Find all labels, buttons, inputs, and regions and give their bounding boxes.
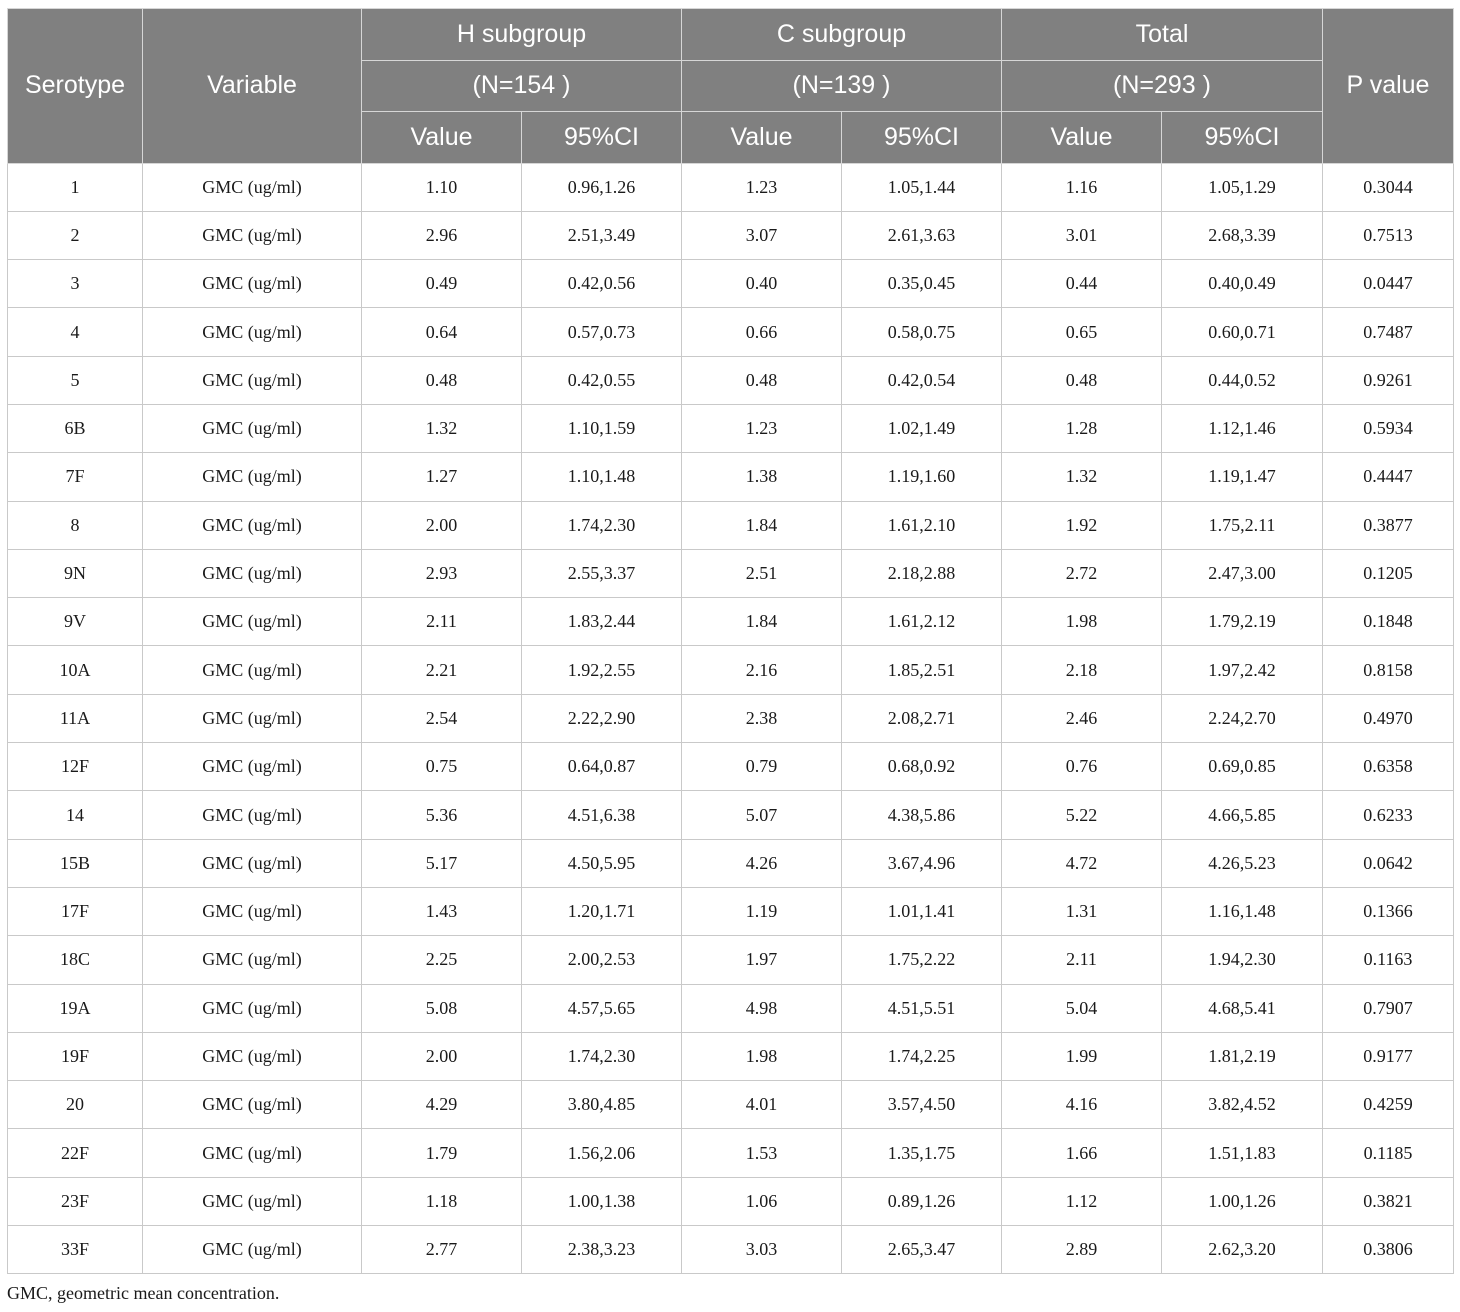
header-h-ci: 95%CI <box>522 112 682 164</box>
serotype-cell: 33F <box>8 1226 143 1274</box>
serotype-cell: 5 <box>8 356 143 404</box>
serotype-cell: 6B <box>8 404 143 452</box>
c-ci-cell: 1.19,1.60 <box>842 453 1002 501</box>
table-footnote: GMC, geometric mean concentration. <box>7 1283 280 1303</box>
table-row <box>8 936 1454 984</box>
c-value-cell: 2.51 <box>682 549 842 597</box>
total-value-cell: 2.89 <box>1002 1226 1162 1274</box>
table-row <box>8 211 1454 259</box>
h-value-cell: 4.29 <box>362 1081 522 1129</box>
total-ci-cell: 1.81,2.19 <box>1162 1032 1323 1080</box>
total-ci-cell: 2.62,3.20 <box>1162 1226 1323 1274</box>
c-value-cell: 1.23 <box>682 404 842 452</box>
p-value-cell: 0.1163 <box>1323 936 1454 984</box>
serotype-cell: 22F <box>8 1129 143 1177</box>
total-value-cell: 1.98 <box>1002 598 1162 646</box>
variable-cell: GMC (ug/ml) <box>143 1081 362 1129</box>
total-value-cell: 0.44 <box>1002 260 1162 308</box>
variable-cell: GMC (ug/ml) <box>143 549 362 597</box>
serotype-cell: 3 <box>8 260 143 308</box>
c-ci-cell: 1.61,2.10 <box>842 501 1002 549</box>
c-ci-cell: 0.58,0.75 <box>842 308 1002 356</box>
c-ci-cell: 1.85,2.51 <box>842 646 1002 694</box>
serotype-cell: 19A <box>8 984 143 1032</box>
c-ci-cell: 2.08,2.71 <box>842 694 1002 742</box>
total-ci-cell: 4.26,5.23 <box>1162 839 1323 887</box>
serotype-cell: 10A <box>8 646 143 694</box>
serotype-cell: 4 <box>8 308 143 356</box>
c-value-cell: 0.79 <box>682 743 842 791</box>
p-value-cell: 0.4447 <box>1323 453 1454 501</box>
serotype-cell: 17F <box>8 887 143 935</box>
variable-cell: GMC (ug/ml) <box>143 404 362 452</box>
table-body <box>8 163 1454 1274</box>
h-ci-cell: 1.74,2.30 <box>522 1032 682 1080</box>
table-row <box>8 598 1454 646</box>
h-ci-cell: 1.20,1.71 <box>522 887 682 935</box>
h-ci-cell: 0.42,0.55 <box>522 356 682 404</box>
header-c-subgroup-n: (N=139 ) <box>682 60 1002 112</box>
table-row <box>8 163 1454 211</box>
c-ci-cell: 0.68,0.92 <box>842 743 1002 791</box>
total-ci-cell: 1.12,1.46 <box>1162 404 1323 452</box>
c-ci-cell: 1.01,1.41 <box>842 887 1002 935</box>
p-value-cell: 0.9261 <box>1323 356 1454 404</box>
table-row <box>8 404 1454 452</box>
h-value-cell: 2.77 <box>362 1226 522 1274</box>
variable-cell: GMC (ug/ml) <box>143 260 362 308</box>
total-value-cell: 1.92 <box>1002 501 1162 549</box>
table-row <box>8 839 1454 887</box>
header-h-subgroup: H subgroup <box>362 9 682 61</box>
c-ci-cell: 2.61,3.63 <box>842 211 1002 259</box>
h-ci-cell: 0.42,0.56 <box>522 260 682 308</box>
header-h-subgroup-n: (N=154 ) <box>362 60 682 112</box>
variable-cell: GMC (ug/ml) <box>143 743 362 791</box>
table-row <box>8 1226 1454 1274</box>
table-row <box>8 694 1454 742</box>
h-ci-cell: 0.64,0.87 <box>522 743 682 791</box>
total-ci-cell: 4.68,5.41 <box>1162 984 1323 1032</box>
p-value-cell: 0.9177 <box>1323 1032 1454 1080</box>
p-value-cell: 0.4970 <box>1323 694 1454 742</box>
header-p-value: P value <box>1323 9 1454 164</box>
c-value-cell: 2.16 <box>682 646 842 694</box>
h-value-cell: 1.79 <box>362 1129 522 1177</box>
c-ci-cell: 0.35,0.45 <box>842 260 1002 308</box>
variable-cell: GMC (ug/ml) <box>143 887 362 935</box>
h-value-cell: 2.54 <box>362 694 522 742</box>
h-ci-cell: 1.83,2.44 <box>522 598 682 646</box>
c-ci-cell: 1.61,2.12 <box>842 598 1002 646</box>
c-ci-cell: 0.89,1.26 <box>842 1177 1002 1225</box>
total-value-cell: 1.31 <box>1002 887 1162 935</box>
h-value-cell: 1.18 <box>362 1177 522 1225</box>
h-ci-cell: 3.80,4.85 <box>522 1081 682 1129</box>
total-ci-cell: 1.94,2.30 <box>1162 936 1323 984</box>
table-row <box>8 646 1454 694</box>
h-ci-cell: 2.38,3.23 <box>522 1226 682 1274</box>
c-value-cell: 1.97 <box>682 936 842 984</box>
variable-cell: GMC (ug/ml) <box>143 356 362 404</box>
p-value-cell: 0.3821 <box>1323 1177 1454 1225</box>
serotype-cell: 11A <box>8 694 143 742</box>
h-value-cell: 0.64 <box>362 308 522 356</box>
variable-cell: GMC (ug/ml) <box>143 839 362 887</box>
c-value-cell: 1.38 <box>682 453 842 501</box>
c-ci-cell: 3.67,4.96 <box>842 839 1002 887</box>
variable-cell: GMC (ug/ml) <box>143 984 362 1032</box>
c-ci-cell: 1.02,1.49 <box>842 404 1002 452</box>
c-value-cell: 1.98 <box>682 1032 842 1080</box>
p-value-cell: 0.1848 <box>1323 598 1454 646</box>
total-value-cell: 2.72 <box>1002 549 1162 597</box>
total-value-cell: 2.11 <box>1002 936 1162 984</box>
c-value-cell: 1.06 <box>682 1177 842 1225</box>
table-row <box>8 1129 1454 1177</box>
c-value-cell: 3.03 <box>682 1226 842 1274</box>
p-value-cell: 0.7907 <box>1323 984 1454 1032</box>
header-total-ci: 95%CI <box>1162 112 1323 164</box>
h-ci-cell: 2.51,3.49 <box>522 211 682 259</box>
total-ci-cell: 0.40,0.49 <box>1162 260 1323 308</box>
c-value-cell: 1.23 <box>682 163 842 211</box>
table-row <box>8 453 1454 501</box>
total-ci-cell: 2.47,3.00 <box>1162 549 1323 597</box>
h-value-cell: 1.32 <box>362 404 522 452</box>
results-table-container <box>7 8 1453 1274</box>
h-value-cell: 2.11 <box>362 598 522 646</box>
h-value-cell: 2.93 <box>362 549 522 597</box>
h-value-cell: 0.48 <box>362 356 522 404</box>
table-header <box>8 9 1454 164</box>
c-ci-cell: 1.74,2.25 <box>842 1032 1002 1080</box>
total-value-cell: 2.18 <box>1002 646 1162 694</box>
p-value-cell: 0.1366 <box>1323 887 1454 935</box>
h-value-cell: 1.10 <box>362 163 522 211</box>
h-value-cell: 1.27 <box>362 453 522 501</box>
serotype-cell: 12F <box>8 743 143 791</box>
variable-cell: GMC (ug/ml) <box>143 646 362 694</box>
total-ci-cell: 1.97,2.42 <box>1162 646 1323 694</box>
variable-cell: GMC (ug/ml) <box>143 598 362 646</box>
h-value-cell: 0.49 <box>362 260 522 308</box>
c-value-cell: 4.98 <box>682 984 842 1032</box>
total-ci-cell: 1.16,1.48 <box>1162 887 1323 935</box>
h-ci-cell: 1.74,2.30 <box>522 501 682 549</box>
table-row <box>8 1081 1454 1129</box>
table-row <box>8 887 1454 935</box>
table-row <box>8 791 1454 839</box>
c-value-cell: 1.53 <box>682 1129 842 1177</box>
total-ci-cell: 1.75,2.11 <box>1162 501 1323 549</box>
h-value-cell: 5.17 <box>362 839 522 887</box>
total-value-cell: 2.46 <box>1002 694 1162 742</box>
c-ci-cell: 4.51,5.51 <box>842 984 1002 1032</box>
variable-cell: GMC (ug/ml) <box>143 1129 362 1177</box>
total-ci-cell: 0.60,0.71 <box>1162 308 1323 356</box>
h-ci-cell: 0.96,1.26 <box>522 163 682 211</box>
total-value-cell: 1.16 <box>1002 163 1162 211</box>
h-ci-cell: 2.55,3.37 <box>522 549 682 597</box>
table-row <box>8 501 1454 549</box>
table-row <box>8 743 1454 791</box>
h-ci-cell: 1.56,2.06 <box>522 1129 682 1177</box>
c-ci-cell: 2.65,3.47 <box>842 1226 1002 1274</box>
p-value-cell: 0.1185 <box>1323 1129 1454 1177</box>
h-ci-cell: 0.57,0.73 <box>522 308 682 356</box>
total-ci-cell: 1.51,1.83 <box>1162 1129 1323 1177</box>
p-value-cell: 0.1205 <box>1323 549 1454 597</box>
h-ci-cell: 4.51,6.38 <box>522 791 682 839</box>
total-value-cell: 0.65 <box>1002 308 1162 356</box>
c-ci-cell: 0.42,0.54 <box>842 356 1002 404</box>
p-value-cell: 0.3044 <box>1323 163 1454 211</box>
h-value-cell: 2.00 <box>362 1032 522 1080</box>
variable-cell: GMC (ug/ml) <box>143 163 362 211</box>
total-ci-cell: 2.24,2.70 <box>1162 694 1323 742</box>
h-ci-cell: 2.00,2.53 <box>522 936 682 984</box>
c-ci-cell: 4.38,5.86 <box>842 791 1002 839</box>
p-value-cell: 0.0642 <box>1323 839 1454 887</box>
c-value-cell: 3.07 <box>682 211 842 259</box>
serotype-cell: 19F <box>8 1032 143 1080</box>
header-c-value: Value <box>682 112 842 164</box>
serotype-cell: 9V <box>8 598 143 646</box>
c-value-cell: 4.26 <box>682 839 842 887</box>
total-ci-cell: 1.79,2.19 <box>1162 598 1323 646</box>
p-value-cell: 0.3877 <box>1323 501 1454 549</box>
serotype-cell: 8 <box>8 501 143 549</box>
total-value-cell: 4.16 <box>1002 1081 1162 1129</box>
serotype-cell: 7F <box>8 453 143 501</box>
total-ci-cell: 1.19,1.47 <box>1162 453 1323 501</box>
c-ci-cell: 1.75,2.22 <box>842 936 1002 984</box>
h-ci-cell: 1.10,1.59 <box>522 404 682 452</box>
c-value-cell: 1.84 <box>682 501 842 549</box>
serotype-cell: 18C <box>8 936 143 984</box>
table-row <box>8 549 1454 597</box>
serotype-cell: 15B <box>8 839 143 887</box>
total-value-cell: 5.04 <box>1002 984 1162 1032</box>
header-total-value: Value <box>1002 112 1162 164</box>
total-value-cell: 0.76 <box>1002 743 1162 791</box>
header-c-ci: 95%CI <box>842 112 1002 164</box>
p-value-cell: 0.0447 <box>1323 260 1454 308</box>
total-ci-cell: 1.00,1.26 <box>1162 1177 1323 1225</box>
variable-cell: GMC (ug/ml) <box>143 936 362 984</box>
serotype-cell: 20 <box>8 1081 143 1129</box>
h-value-cell: 2.25 <box>362 936 522 984</box>
h-value-cell: 1.43 <box>362 887 522 935</box>
p-value-cell: 0.8158 <box>1323 646 1454 694</box>
header-c-subgroup: C subgroup <box>682 9 1002 61</box>
serotype-cell: 2 <box>8 211 143 259</box>
c-value-cell: 0.48 <box>682 356 842 404</box>
table-row <box>8 308 1454 356</box>
h-value-cell: 2.96 <box>362 211 522 259</box>
c-value-cell: 1.19 <box>682 887 842 935</box>
c-value-cell: 4.01 <box>682 1081 842 1129</box>
total-value-cell: 1.99 <box>1002 1032 1162 1080</box>
h-ci-cell: 1.92,2.55 <box>522 646 682 694</box>
total-value-cell: 1.28 <box>1002 404 1162 452</box>
c-ci-cell: 1.35,1.75 <box>842 1129 1002 1177</box>
p-value-cell: 0.6358 <box>1323 743 1454 791</box>
variable-cell: GMC (ug/ml) <box>143 501 362 549</box>
header-serotype: Serotype <box>8 9 143 164</box>
h-ci-cell: 1.10,1.48 <box>522 453 682 501</box>
total-ci-cell: 0.69,0.85 <box>1162 743 1323 791</box>
p-value-cell: 0.7513 <box>1323 211 1454 259</box>
c-value-cell: 1.84 <box>682 598 842 646</box>
total-ci-cell: 2.68,3.39 <box>1162 211 1323 259</box>
total-value-cell: 3.01 <box>1002 211 1162 259</box>
variable-cell: GMC (ug/ml) <box>143 1177 362 1225</box>
c-value-cell: 0.40 <box>682 260 842 308</box>
h-ci-cell: 4.57,5.65 <box>522 984 682 1032</box>
c-value-cell: 0.66 <box>682 308 842 356</box>
table-row <box>8 260 1454 308</box>
h-value-cell: 2.21 <box>362 646 522 694</box>
total-value-cell: 1.12 <box>1002 1177 1162 1225</box>
gmc-results-table <box>7 8 1454 1274</box>
total-value-cell: 4.72 <box>1002 839 1162 887</box>
p-value-cell: 0.5934 <box>1323 404 1454 452</box>
variable-cell: GMC (ug/ml) <box>143 791 362 839</box>
h-value-cell: 5.36 <box>362 791 522 839</box>
variable-cell: GMC (ug/ml) <box>143 453 362 501</box>
c-ci-cell: 2.18,2.88 <box>842 549 1002 597</box>
serotype-cell: 9N <box>8 549 143 597</box>
h-value-cell: 2.00 <box>362 501 522 549</box>
c-value-cell: 2.38 <box>682 694 842 742</box>
variable-cell: GMC (ug/ml) <box>143 1226 362 1274</box>
total-ci-cell: 3.82,4.52 <box>1162 1081 1323 1129</box>
h-ci-cell: 2.22,2.90 <box>522 694 682 742</box>
header-total-n: (N=293 ) <box>1002 60 1323 112</box>
total-value-cell: 0.48 <box>1002 356 1162 404</box>
p-value-cell: 0.3806 <box>1323 1226 1454 1274</box>
total-value-cell: 5.22 <box>1002 791 1162 839</box>
header-h-value: Value <box>362 112 522 164</box>
serotype-cell: 23F <box>8 1177 143 1225</box>
table-row <box>8 356 1454 404</box>
h-value-cell: 5.08 <box>362 984 522 1032</box>
total-value-cell: 1.66 <box>1002 1129 1162 1177</box>
table-row <box>8 1032 1454 1080</box>
c-ci-cell: 3.57,4.50 <box>842 1081 1002 1129</box>
total-ci-cell: 1.05,1.29 <box>1162 163 1323 211</box>
p-value-cell: 0.7487 <box>1323 308 1454 356</box>
total-ci-cell: 4.66,5.85 <box>1162 791 1323 839</box>
total-value-cell: 1.32 <box>1002 453 1162 501</box>
header-total: Total <box>1002 9 1323 61</box>
h-value-cell: 0.75 <box>362 743 522 791</box>
table-row <box>8 984 1454 1032</box>
h-ci-cell: 1.00,1.38 <box>522 1177 682 1225</box>
header-variable: Variable <box>143 9 362 164</box>
total-ci-cell: 0.44,0.52 <box>1162 356 1323 404</box>
variable-cell: GMC (ug/ml) <box>143 211 362 259</box>
p-value-cell: 0.6233 <box>1323 791 1454 839</box>
variable-cell: GMC (ug/ml) <box>143 694 362 742</box>
variable-cell: GMC (ug/ml) <box>143 308 362 356</box>
h-ci-cell: 4.50,5.95 <box>522 839 682 887</box>
table-row <box>8 1177 1454 1225</box>
serotype-cell: 14 <box>8 791 143 839</box>
variable-cell: GMC (ug/ml) <box>143 1032 362 1080</box>
c-ci-cell: 1.05,1.44 <box>842 163 1002 211</box>
p-value-cell: 0.4259 <box>1323 1081 1454 1129</box>
c-value-cell: 5.07 <box>682 791 842 839</box>
serotype-cell: 1 <box>8 163 143 211</box>
